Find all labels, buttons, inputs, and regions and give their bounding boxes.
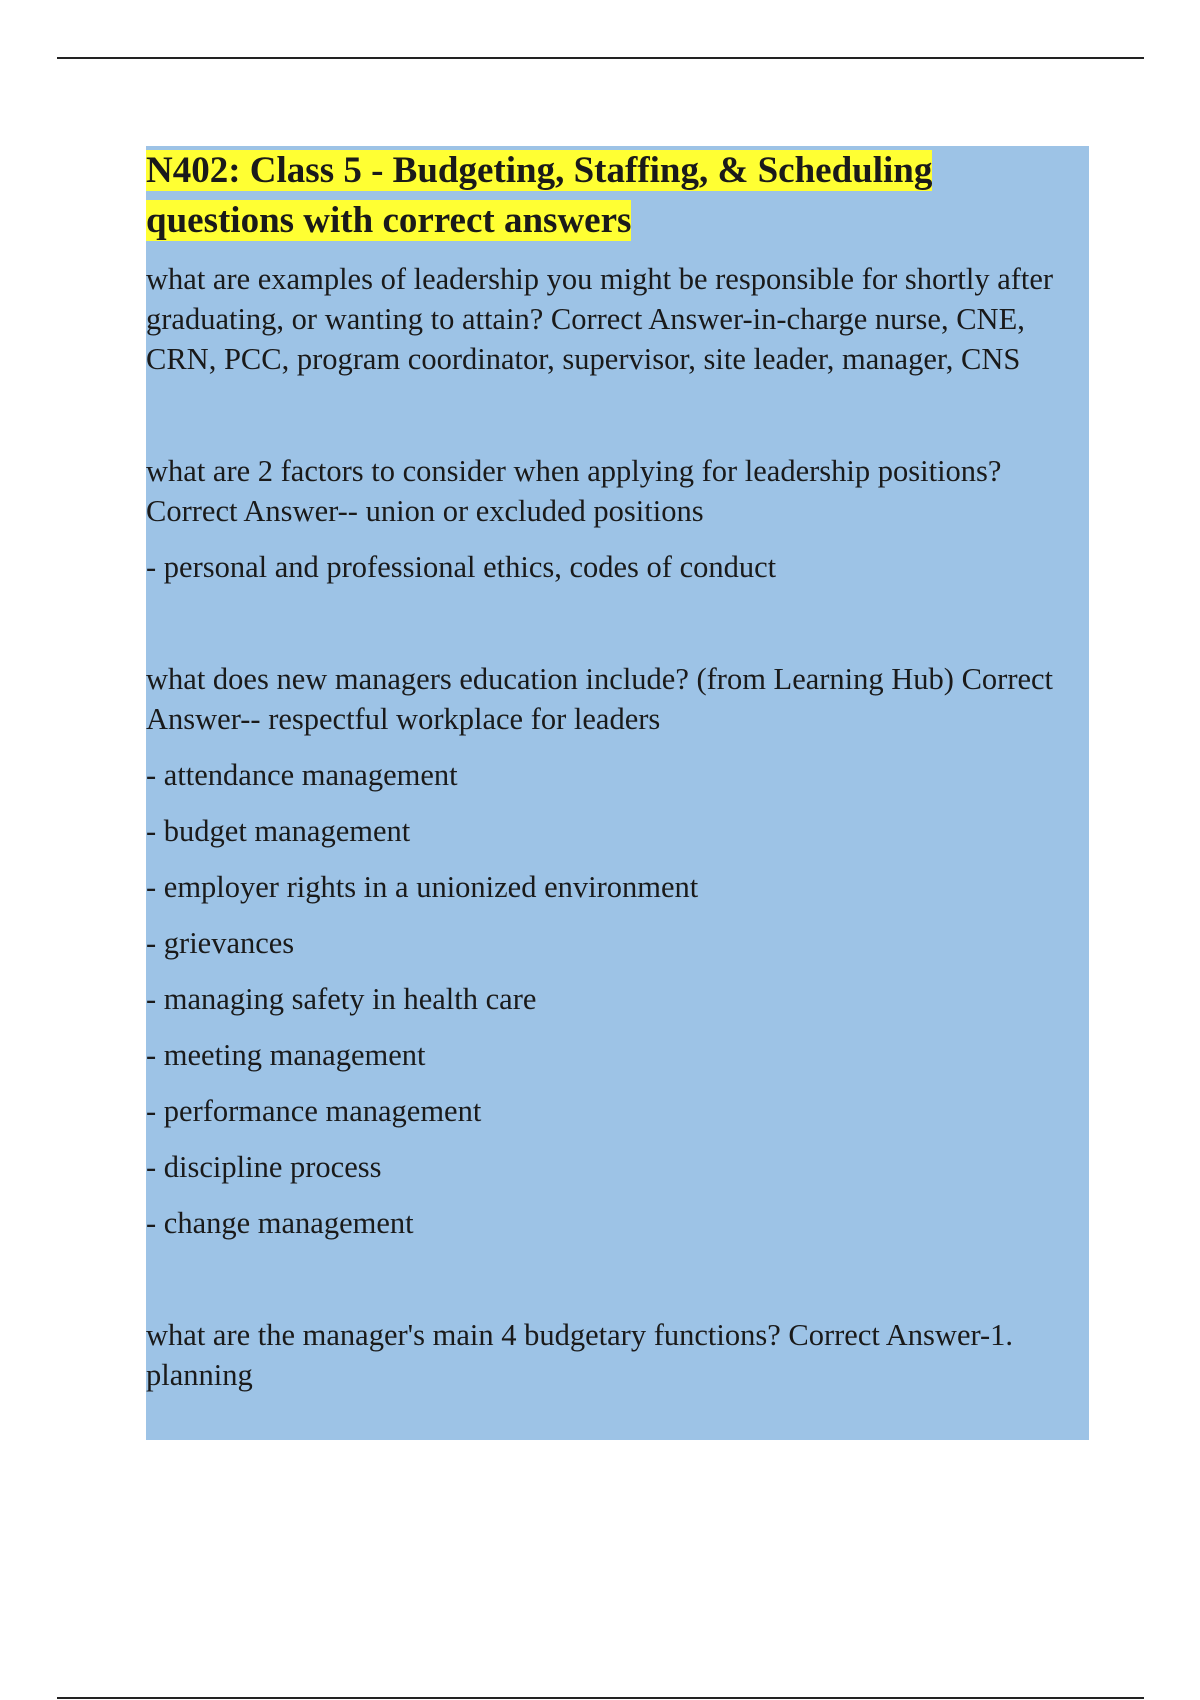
footer-rule [57, 1697, 1144, 1699]
answer-item: - managing safety in health care [146, 982, 537, 1016]
title-line-2: questions with correct answers [146, 200, 632, 241]
title-line-1: N402: Class 5 - Budgeting, Staffing, & Scheduling [146, 150, 933, 191]
answer-item: - change management [146, 1206, 414, 1240]
answer-item: - budget management [146, 814, 411, 848]
question-4: what are the manager's main 4 budgetary functions? Correct Answer-1. planning [146, 1318, 1014, 1392]
answer-item: - grievances [146, 926, 295, 960]
answer-item: - meeting management [146, 1038, 426, 1072]
answer-item: - performance management [146, 1094, 482, 1128]
question-1: what are examples of leadership you might be responsible for shortly after graduating, or wanting to attain? Correct Answer-in-charge nurse, CNE, CRN, PCC, program coordinator, supervisor, site leader, manager, CNS [146, 262, 1054, 376]
answer-item: - employer rights in a unionized environment [146, 870, 699, 904]
header-rule [57, 57, 1144, 59]
document-title [146, 146, 1089, 246]
document-body [146, 146, 1089, 1440]
answer-item: - attendance management [146, 758, 458, 792]
question-3: what does new managers education include? (from Learning Hub) Correct Answer-- respectful workplace for leaders [146, 662, 1054, 736]
answer-item: - discipline process [146, 1150, 382, 1184]
question-2: what are 2 factors to consider when applying for leadership positions? Correct Answer-- union or excluded positions [146, 454, 1002, 528]
answer-item: - personal and professional ethics, codes of conduct [146, 550, 777, 584]
